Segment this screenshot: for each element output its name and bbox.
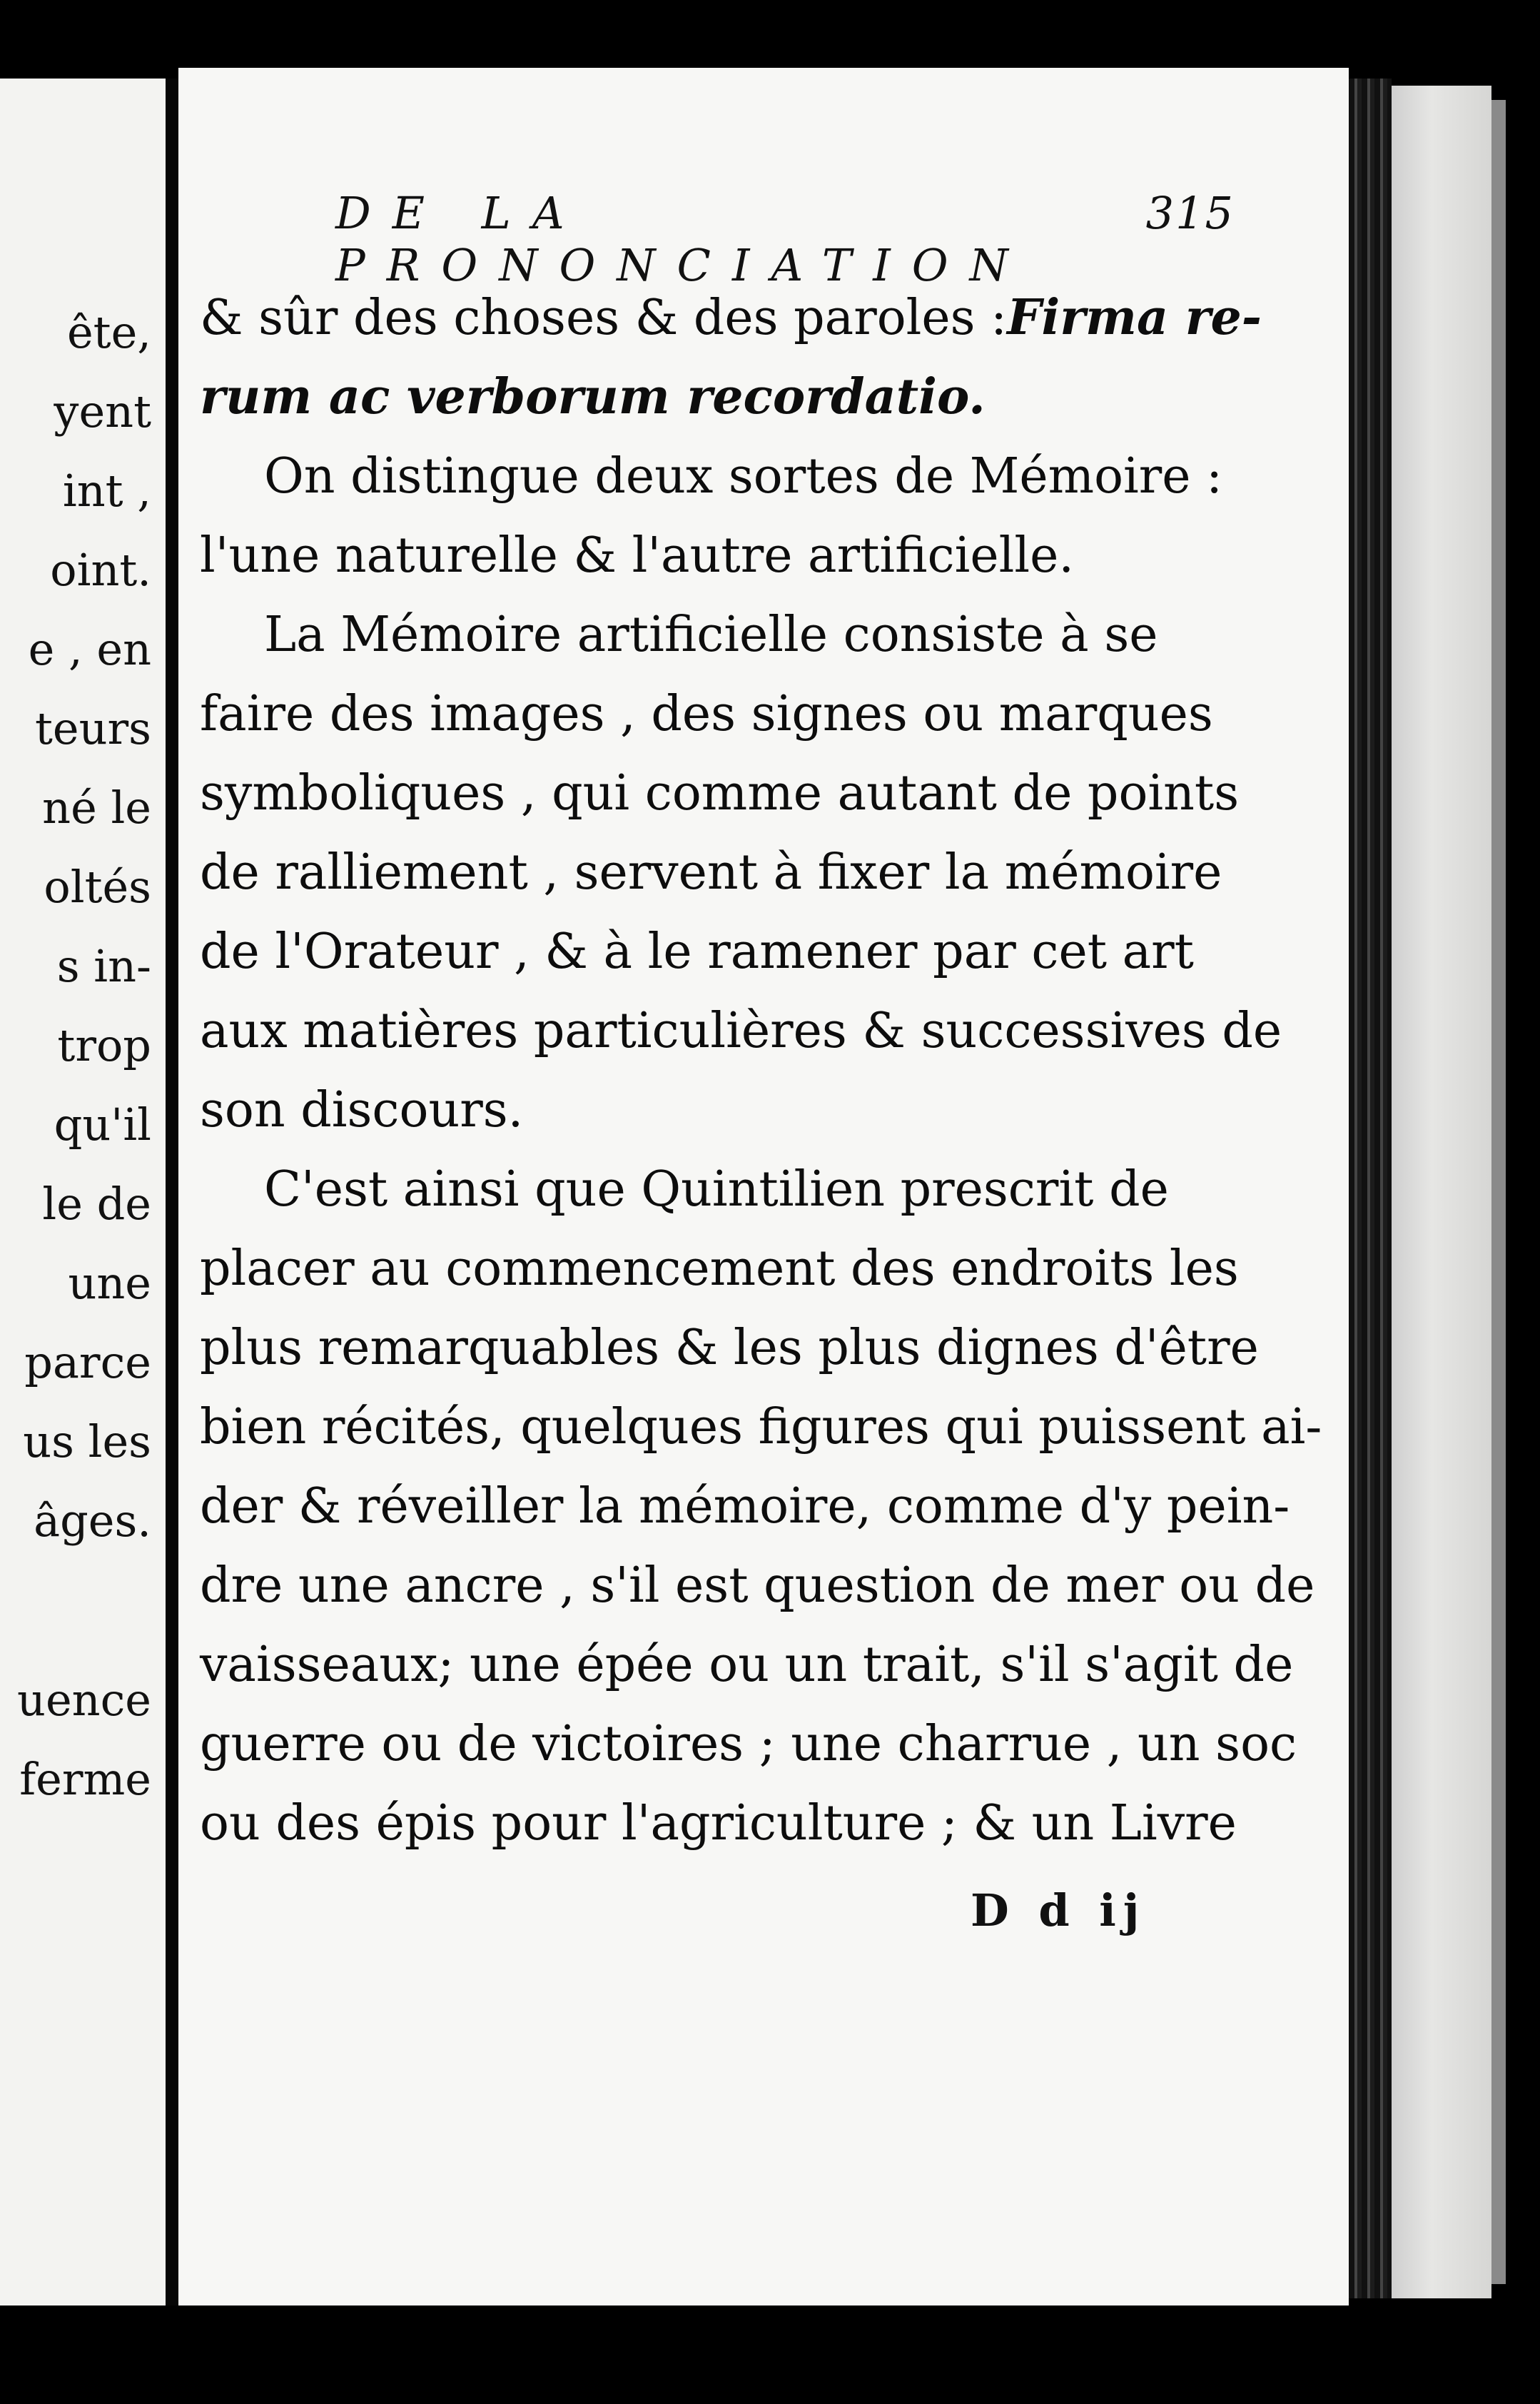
running-title: DE LA PRONONCIATION: [335, 187, 1030, 291]
text-line: vaisseaux; une épée ou un trait, s'il s'agit de: [200, 1637, 1294, 1693]
left-line: uence: [17, 1674, 151, 1726]
page-edge-outer: [1491, 100, 1506, 2284]
left-line: us les: [23, 1415, 151, 1468]
main-text: [200, 278, 1322, 1863]
previous-page-line-ends: [17, 293, 151, 1819]
text-line: de l'Orateur , & à le ramener par cet art: [200, 924, 1195, 980]
page-edge-stack: [1392, 86, 1491, 2298]
left-line: s in-: [56, 940, 151, 992]
left-line: le de: [42, 1178, 151, 1230]
running-head: [335, 187, 1235, 291]
text-line: C'est ainsi que Quintilien prescrit de: [264, 1161, 1169, 1218]
text-line: symboliques , qui comme autant de points: [200, 765, 1240, 822]
text-line: placer au commencement des endroits les: [200, 1241, 1239, 1297]
text-line: On distingue deux sortes de Mémoire :: [264, 448, 1223, 505]
left-line: trop: [57, 1019, 151, 1071]
text-line: faire des images , des signes ou marques: [200, 686, 1213, 742]
text-line: plus remarquables & les plus dignes d'être: [200, 1320, 1259, 1376]
left-line: qu'il: [54, 1099, 151, 1151]
left-line: âges.: [34, 1495, 151, 1547]
text-line: der & réveiller la mémoire, comme d'y pein-: [200, 1478, 1290, 1535]
previous-page-fragment: [0, 79, 166, 2305]
left-line: parce: [24, 1336, 151, 1388]
text-line: guerre ou de victoires ; une charrue , un soc: [200, 1716, 1297, 1772]
left-line: yent: [54, 385, 151, 438]
text-line: bien récités, quelques figures qui puissent ai-: [200, 1399, 1322, 1455]
text-line: [200, 358, 1235, 437]
left-line: ête,: [66, 306, 151, 358]
text-line: La Mémoire artificielle consiste à se: [264, 607, 1158, 663]
left-line: ferme: [19, 1753, 151, 1805]
text-line: dre une ancre , s'il est question de mer ou de: [200, 1557, 1315, 1614]
latin-quote: Firma re-: [1007, 289, 1262, 346]
text-line: l'une naturelle & l'autre artificielle.: [200, 527, 1074, 584]
left-line: une: [68, 1257, 151, 1309]
text-line: aux matières particulières & successives de: [200, 1003, 1282, 1059]
book-gutter: [166, 79, 178, 2305]
left-line: né le: [42, 782, 151, 834]
signature-mark: D d ij: [971, 1884, 1147, 1936]
left-line: oint.: [50, 544, 151, 596]
left-line: e , en: [28, 623, 151, 675]
left-line: teurs: [35, 702, 151, 754]
text-line: son discours.: [200, 1082, 524, 1138]
left-line: int ,: [62, 465, 151, 517]
left-line: oltés: [44, 861, 151, 913]
text-line: [200, 278, 1262, 358]
text-line: ou des épis pour l'agriculture ; & un Livre: [200, 1795, 1237, 1852]
latin-quote: rum ac verborum recordatio.: [200, 368, 986, 425]
text-line: de ralliement , servent à fixer la mémoire: [200, 844, 1222, 901]
text-span: & sûr des choses & des paroles :: [200, 290, 1008, 346]
page-edge-shadow: [1349, 79, 1392, 2298]
page-number: 315: [1145, 187, 1235, 239]
